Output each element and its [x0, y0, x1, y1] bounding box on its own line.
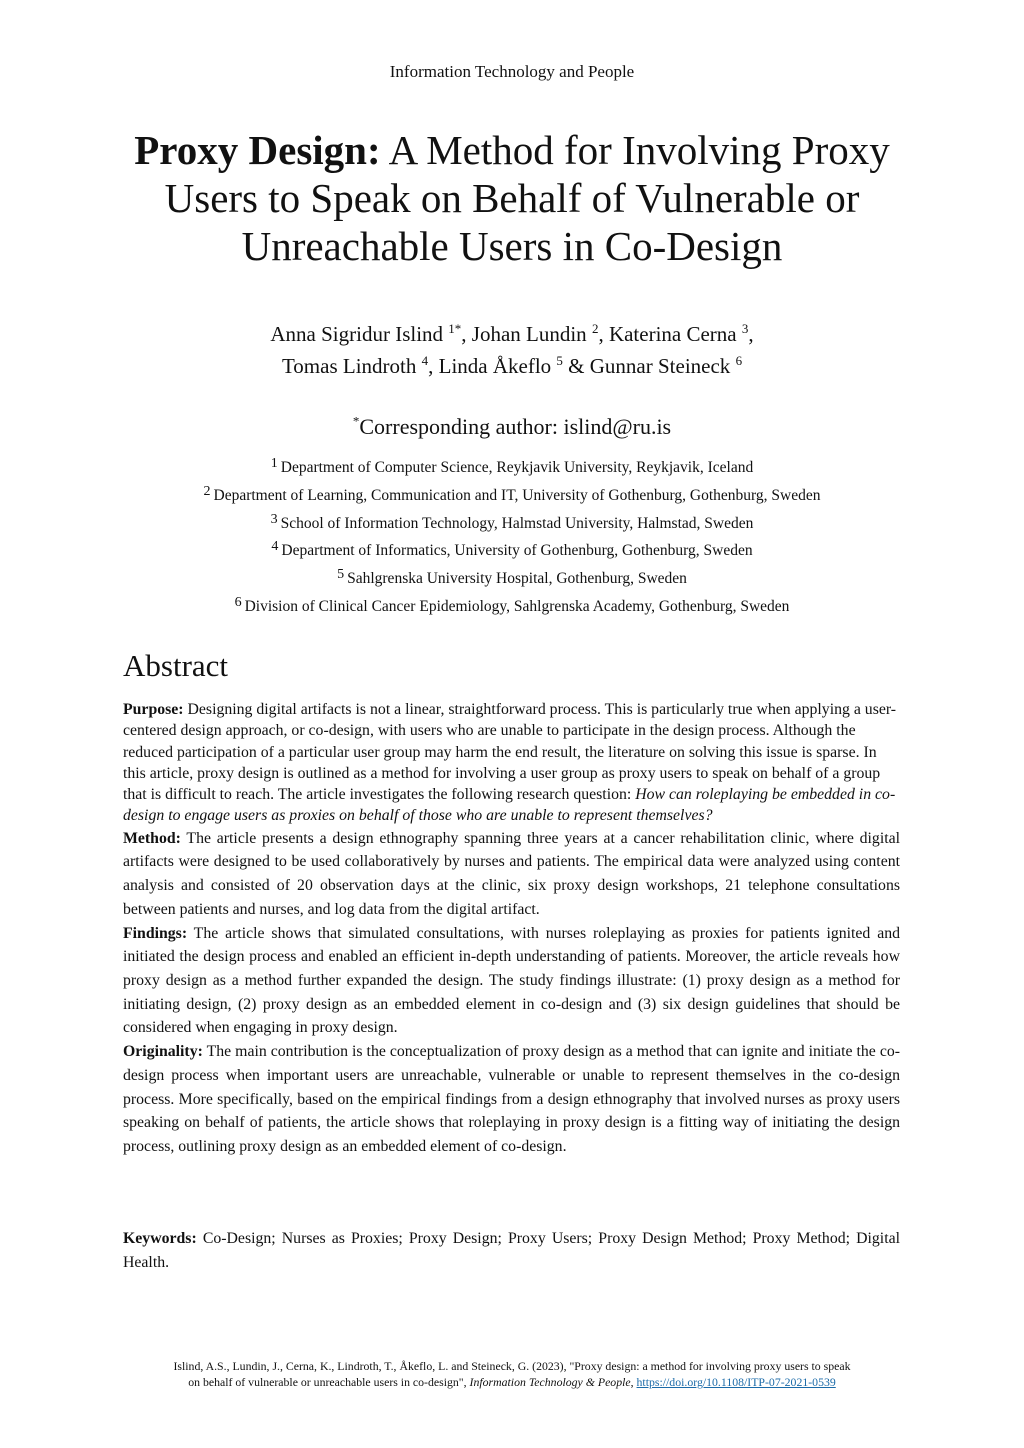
affiliation-sup: 6	[234, 594, 242, 610]
abstract-heading: Abstract	[123, 648, 229, 683]
author-name: Linda Åkeflo	[438, 354, 557, 378]
affiliation-text: Department of Informatics, University of Gothenburg, Gothenburg, Sweden	[281, 542, 753, 560]
author-sep: ,	[748, 322, 754, 346]
affiliation-text: Division of Clinical Cancer Epidemiology, Sahlgrenska Academy, Gothenburg, Sweden	[244, 597, 790, 615]
citation-line-2	[80, 1374, 944, 1390]
author-name: Gunnar Steineck	[589, 354, 736, 378]
author-sup: 3	[741, 321, 749, 336]
citation-journal: Information Technology & People	[469, 1375, 631, 1389]
affiliation-sup: 4	[271, 539, 279, 555]
affiliation-item	[0, 482, 1024, 510]
abstract-method	[123, 827, 900, 922]
affiliation-sup: 3	[270, 511, 278, 527]
affiliation-text: Department of Computer Science, Reykjavik University, Reykjavik, Iceland	[280, 459, 754, 476]
originality-text: The main contribution is the conceptualization of proxy design as a method that can ignite and initiate the co-design process when important users are unreachable, vulnerable or unable to represent themselves in the co-design process. More specifically, based on the empirical findings from a design ethnography that involved nurses as proxy users speaking on behalf of patients, the article shows that roleplaying in proxy design is a fitting way of initiating the design process, outlining proxy design as an embedded element of co-design.	[123, 1043, 900, 1155]
affiliation-item	[0, 537, 1024, 565]
author-name: Anna Sigridur Islind	[270, 322, 449, 346]
abstract-originality	[123, 1040, 900, 1159]
author-sep: ,	[428, 354, 439, 378]
author-sup: 6	[735, 353, 743, 368]
affiliation-item	[0, 510, 1024, 538]
affiliation-text: Sahlgrenska University Hospital, Gothenburg, Sweden	[347, 570, 687, 588]
research-question: How can roleplaying be embedded in co-design to engage users as proxies on behalf of those who are unable to represent themselves?	[123, 786, 896, 825]
doi-link[interactable]: https://doi.org/10.1108/ITP-07-2021-0539	[636, 1375, 836, 1389]
abstract-body	[123, 699, 900, 1159]
author-name: Johan Lundin	[471, 322, 592, 346]
affiliation-text: Department of Learning, Communication and IT, University of Gothenburg, Gothenburg, Sweden	[213, 486, 821, 504]
author-sup: 5	[556, 353, 563, 368]
keywords	[123, 1227, 900, 1275]
abstract-findings	[123, 922, 900, 1041]
citation-line-2-text: on behalf of vulnerable or unreachable users in co-design",	[188, 1375, 470, 1389]
author-list	[120, 318, 904, 382]
keywords-text: Co-Design; Nurses as Proxies; Proxy Design; Proxy Users; Proxy Design Method; Proxy Method; Digital Health.	[123, 1230, 900, 1271]
author-sup: 1*	[448, 321, 462, 336]
originality-label: Originality:	[123, 1043, 203, 1061]
abstract-purpose	[123, 699, 900, 827]
method-text: The article presents a design ethnography spanning three years at a cancer rehabilitation clinic, where digital artifacts were designed to be used collaboratively by nurses and patients. The empirical data were analyzed using content analysis and consisted of 20 observation days at the clinic, six proxy design workshops, 21 telephone consultations between patients and nurses, and log data from the digital artifact.	[123, 829, 900, 918]
citation-comma: ,	[630, 1375, 637, 1389]
title-rest: A Method for Involving Proxy Users to Speak on Behalf of Vulnerable or Unreachable Users in Co-Design	[164, 127, 890, 269]
keywords-label: Keywords:	[123, 1230, 197, 1247]
affiliation-text: School of Information Technology, Halmstad University, Halmstad, Sweden	[280, 514, 754, 532]
affiliation-sup: 2	[203, 483, 211, 499]
paper-title	[110, 126, 914, 270]
affiliation-item	[0, 454, 1024, 482]
affiliation-item	[0, 593, 1024, 621]
journal-header: Information Technology and People	[389, 62, 635, 81]
author-sep: ,	[598, 322, 609, 346]
citation-footer	[80, 1358, 944, 1390]
findings-label: Findings:	[123, 924, 188, 942]
author-sep: ,	[461, 322, 472, 346]
affiliation-list	[0, 454, 1024, 621]
method-label: Method:	[123, 829, 181, 847]
corresponding-text: Corresponding author: islind@ru.is	[359, 414, 672, 439]
corresponding-sup: *	[352, 413, 360, 429]
purpose-text: Designing digital artifacts is not a linear, straightforward process. This is particularly true when applying a user-centered design approach, or co-design, with users who are unable to participate in the design process. Although the reduced participation of a particular user group may harm the end result, the literature on solving this issue is sparse. In this article, proxy design is outlined as a method for involving a user group as proxy users to speak on behalf of a group that is difficult to reach. The article investigates the following research question:	[123, 701, 897, 804]
title-bold-part: Proxy Design:	[134, 127, 381, 173]
citation-line-1: Islind, A.S., Lundin, J., Cerna, K., Lindroth, T., Åkeflo, L. and Steineck, G. (2023), "Proxy design: a method for involving proxy users to speak	[173, 1359, 851, 1373]
corresponding-author	[0, 414, 1024, 440]
author-sup: 4	[421, 353, 429, 368]
author-name: Katerina Cerna	[608, 322, 742, 346]
affiliation-sup: 1	[270, 456, 278, 471]
author-name: Tomas Lindroth	[281, 354, 422, 378]
affiliation-sup: 5	[337, 567, 345, 583]
author-sep: &	[562, 354, 590, 378]
findings-text: The article shows that simulated consultations, with nurses roleplaying as proxies for patients ignited and initiated the design process and enabled an efficient in-depth understanding of patients. Moreover, the article reveals how proxy design as a method further expanded the design. The study findings illustrate: (1) proxy design as a method for initiating design, (2) proxy design as an embedded element in co-design and (3) six design guidelines that should be considered when engaging in proxy design.	[123, 924, 900, 1037]
author-sup: 2	[591, 321, 599, 336]
purpose-label: Purpose:	[123, 701, 184, 718]
affiliation-item	[0, 565, 1024, 593]
